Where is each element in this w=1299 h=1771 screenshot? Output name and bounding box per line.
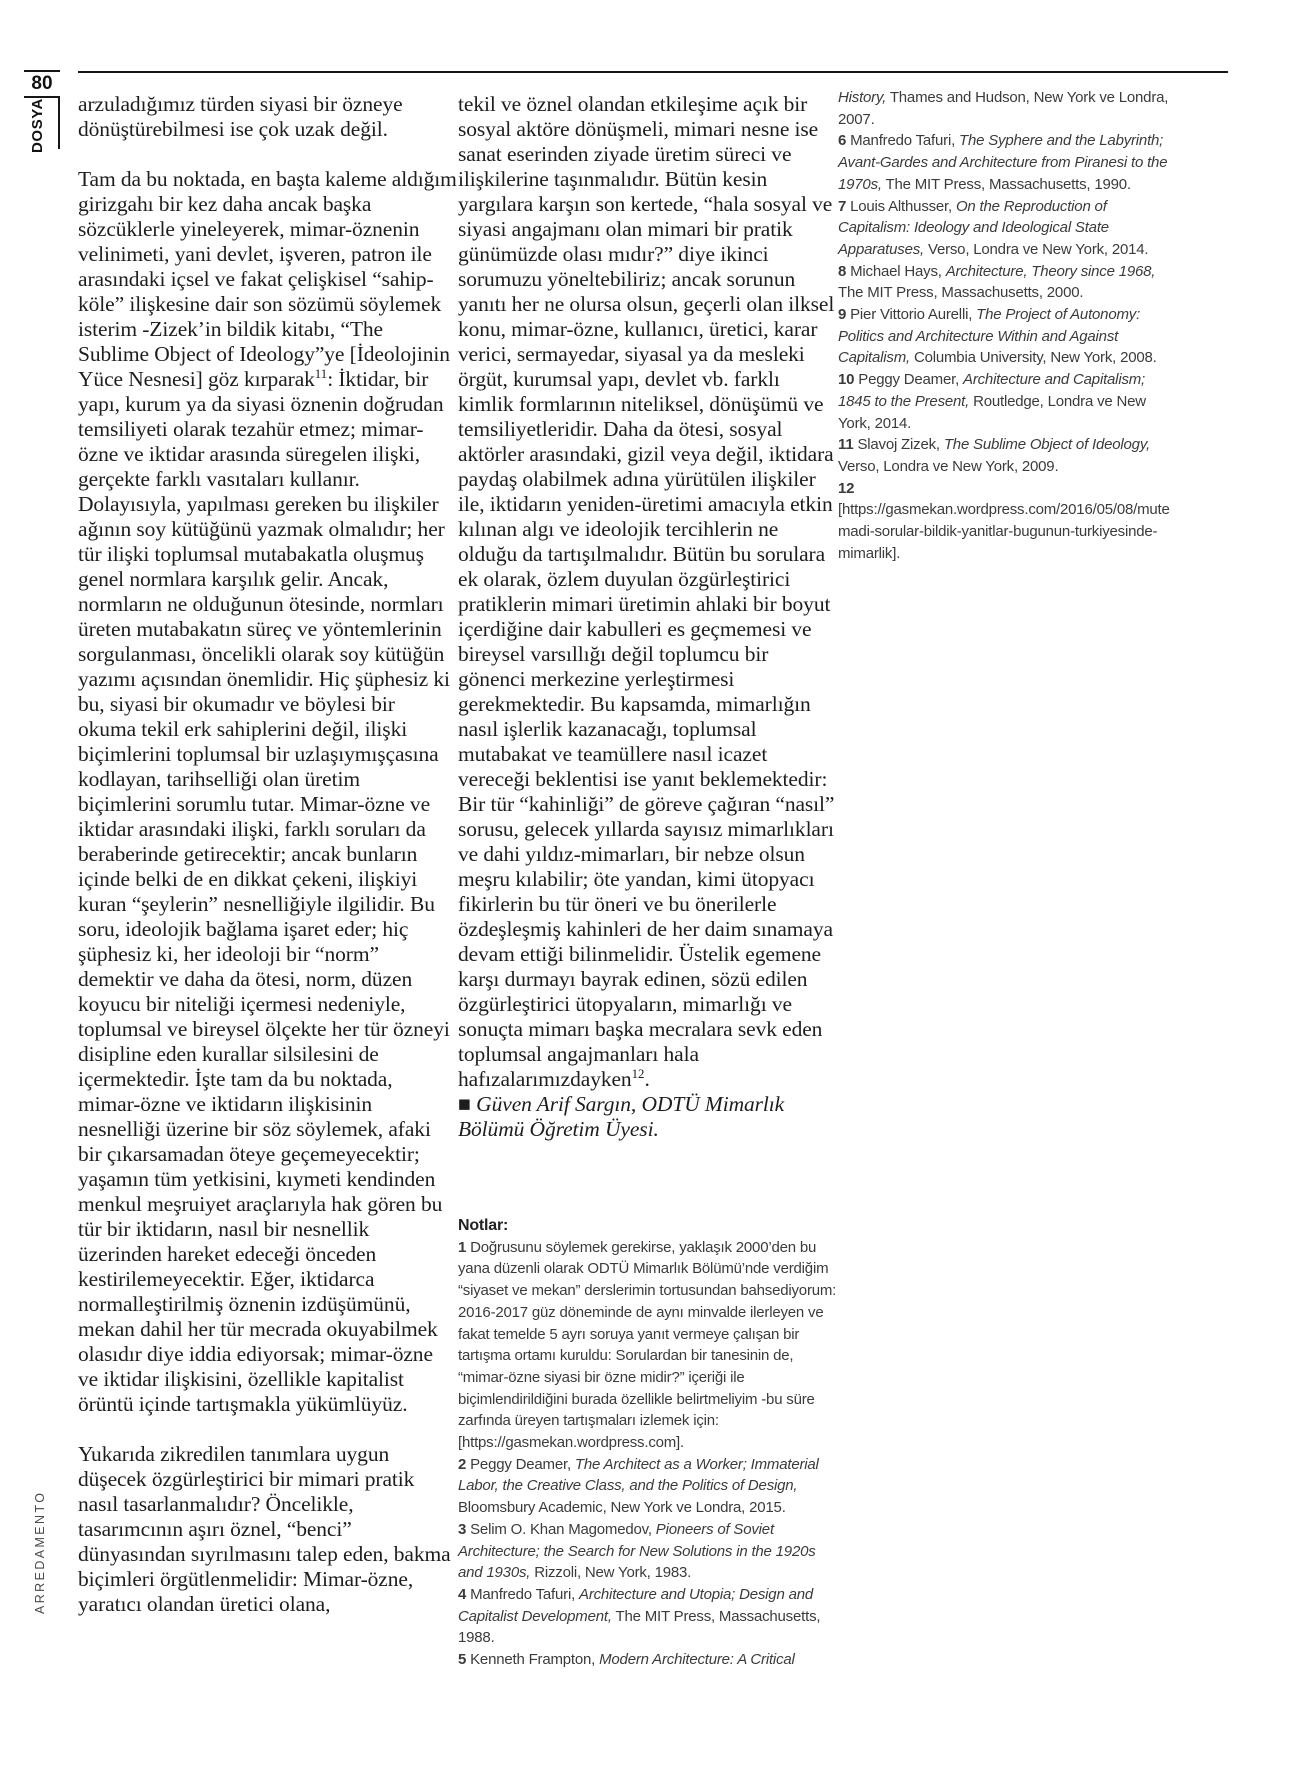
note-item: 9 Pier Vittorio Aurelli, The Project of Autonomy: Politics and Architecture Within and Against Capitalism, Columbia University, New York, 2008.	[838, 306, 1157, 367]
page-number: 80	[31, 73, 53, 94]
body-column-1	[78, 92, 458, 1642]
note-item: 12 [https://gasmekan.wordpress.com/2016/05/08/mutemadi-sorular-bildik-yanitlar-bugunun-turkiyesinde-mimarlik].	[838, 479, 1170, 562]
note-item: 1 Doğrusunu söylemek gerekirse, yaklaşık 2000’den bu yana düzenli olarak ODTÜ Mimarlık Bölümü’nde verdiğim “siyaset ve mekan” derslerimin tortusundan bahsediyorum: 2016-2017 güz döneminde de aynı minvalde ilerleyen ve fakat temelde 5 ayrı soruya yanıt vermeye çalışan bir tartışma ortamı kuruldu: Sorulardan bir tanesinin de, “mimar-özne siyasi bir özne midir?” içeriği ile biçimlendirildiğini burada özellikle belirtmeliyim -bu süre zarfında üreyen tartışmaları izlemek için: [https://gasmekan.wordpress.com].	[458, 1238, 837, 1452]
note-item: 6 Manfredo Tafuri, The Syphere and the Labyrinth; Avant-Gardes and Architecture from Piranesi to the 1970s, The MIT Press, Massachusetts, 1990.	[838, 132, 1168, 193]
body-paragraph: Yukarıda zikredilen tanımlara uygun düşecek özgürleştirici bir mimari pratik nasıl tasarlanmalıdır? Öncelikle, tasarımcının aşırı öznel, “benci” dünyasından sıyrılmasını talep eden, bakma biçimleri örgütlenmelidir: Mimar-özne, yaratıcı olandan üretici olana,	[78, 1442, 451, 1616]
notes-header: Notlar:	[458, 1217, 509, 1234]
note-item: 8 Michael Hays, Architecture, Theory since 1968, The MIT Press, Massachusetts, 2000.	[838, 262, 1156, 302]
notes-column-2	[458, 1215, 838, 1671]
notes-list	[458, 1237, 838, 1671]
note-item: 11 Slavoj Zizek, The Sublime Object of Ideology, Verso, Londra ve New York, 2009.	[838, 436, 1150, 475]
body-paragraph: arzuladığımız türden siyasi bir özneye dönüştürebilmesi ise çok uzak değil.	[78, 92, 403, 141]
page-number-rule-top	[24, 70, 60, 72]
body-paragraph: Tam da bu noktada, en başta kaleme aldığım girizgahı bir kez daha ancak başka sözcüklerle yineleyerek, mimar-öznenin velinimeti, yani devlet, işveren, patron ile arasındaki içsel ve fakat çelişkisel “sahip-köle” ilişkesine dair son sözümü söylemek isterim -Zizek’in bildik kitabı, “The Sublime Object of Ideology”ye [İdeolojinin Yüce Nesnesi] göz kırparak$^{11}$: İktidar, bir yapı, kurum ya da siyasi öznenin doğrudan temsiliyeti olarak tezahür etmez; mimar-özne ve iktidar arasında süregelen ilişki, gerçekte farklı vasıtaları kullanır. Dolayısıyla, yapılması gereken bu ilişkiler ağının soy kütüğünü yazmak olmalıdır; her tür ilişki toplumsal mutabakatla oluşmuş genel normlara karşılık gelir. Ancak, normların ne olduğunun ötesinde, normları üreten mutabakatın süreç ve yöntemlerinin sorgulanması, öncelikli olarak soy kütüğün yazımı açısından önemlidir. Hiç şüphesiz ki bu, siyasi bir okumadır ve böylesi bir okuma tekil erk sahiplerini değil, ilişki biçimlerini toplumsal bir uzlaşıymışçasına kodlayan, tarihselliği olan üretim biçimlerini sorumlu tutar. Mimar-özne ve iktidar arasındaki ilişki, farklı soruları da beraberinde getirecektir; ancak bunların içinde belki de en dikkat çekeni, ilişkiyi kuran “şeylerin” nesnelliğiyle ilgilidir. Bu soru, ideolojik bağlama işaret eder; hiç şüphesiz ki, her ideoloji bir “norm” demektir ve daha da ötesi, norm, düzen koyucu bir niteliği içermesi nedeniyle, toplumsal ve bireysel ölçekte her tür özneyi disipline eden kurallar silsilesini de içermektedir. İşte tam da bu noktada, mimar-özne ve iktidarın ilişkisinin nesnelliği üzerine bir söz söylemek, afaki bir çıkarsamadan öteye geçemeyecektir; yaşamın tüm yetkisini, kıymeti kendinden menkul meşruiyet araçlarıyla hak gören bu tür bir iktidarın, nasıl bir nesnellik üzerinden hareket edeceği önceden kestirilemeyecektir. Eğer, iktidarca normalleştirilmiş öznenin izdüşümünü, mekan dahil her tür mecrada okuyabilmek olasıdır diye iddia ediyorsak; mimar-özne ve iktidar ilişkisini, özellikle kapitalist örüntü içinde tartışmakla yükümlüyüz.	[78, 167, 457, 1416]
note-item: 4 Manfredo Tafuri, Architecture and Utopia; Design and Capitalist Development, The MIT Press, Massachusetts, 1988.	[458, 1585, 821, 1647]
body-paragraph: ■ Güven Arif Sargın, ODTÜ Mimarlık Bölümü Öğretim Üyesi.	[458, 1092, 785, 1141]
note-item: 10 Peggy Deamer, Architecture and Capitalism; 1845 to the Present, Routledge, Londra ve New York, 2014.	[838, 371, 1146, 432]
body-column-2	[458, 92, 840, 1142]
magazine-label-arredamento: ARREDAMENTO	[33, 1490, 47, 1614]
section-label-rule	[58, 96, 60, 149]
note-item: 5 Kenneth Frampton, Modern Architecture: A Critical	[458, 1651, 795, 1669]
note-item: 3 Selim O. Khan Magomedov, Pioneers of Soviet Architecture; the Search for New Solutions in the 1920s and 1930s, Rizzoli, New York, 1983.	[458, 1520, 816, 1582]
notes-column-3	[838, 87, 1180, 564]
note-item: 7 Louis Althusser, On the Reproduction of Capitalism: Ideology and Ideological State Apparatuses, Verso, Londra ve New York, 2014.	[838, 197, 1149, 258]
section-label-dosya: DOSYA	[29, 98, 46, 153]
header-rule	[78, 71, 1228, 73]
body-paragraph: tekil ve öznel olandan etkileşime açık bir sosyal aktöre dönüşmeli, mimari nesne ise sanat eserinden ziyade üretim süreci ve ilişkilerine taşınmalıdır. Bütün kesin yargılara karşın son kertede, “hala sosyal ve siyasi angajmanı olan mimari bir pratik günümüzde olası mıdır?” diye ikinci sorumuzu yöneltebiliriz; ancak sorunun yanıtı her ne olursa olsun, geçerli olan ilksel konu, mimar-özne, kullanıcı, üretici, karar verici, sermayedar, siyasal ya da mesleki örgüt, kurumsal yapı, devlet vb. farklı kimlik formlarının niteliksel, dönüşümü ve temsiliyetleridir. Daha da ötesi, sosyal aktörler arasındaki, gizil veya değil, iktidara paydaş olabilmek adına yürütülen ilişkiler ile, iktidarın yeniden-üretimi amacıyla etkin kılınan algı ve ideolojik tercihlerin ne olduğu da tartışılmalıdır. Bütün bu sorulara ek olarak, özlem duyulan özgürleştirici pratiklerin mimari üretimin ahlaki bir boyut içerdiğine dair kabulleri es geçmemesi ve bireysel varsıllığı değil toplumcu bir gönenci merkezine yerleştirmesi gerekmektedir. Bu kapsamda, mimarlığın nasıl işlerlik kazanacağı, toplumsal mutabakat ve teamüllere nasıl icazet vereceği beklentisi ise yanıt beklemektedir: Bir tür “kahinliği” de göreve çağıran “nasıl” sorusu, gelecek yıllarda sayısız mimarlıkları ve dahi yıldız-mimarları, bir nebze olsun meşru kılabilir; öte yandan, kimi ütopyacı fikirlerin bu tür öneri ve bu önerilerle özdeşleşmiş kahinleri de her daim sınamaya devam ettiği bilinmelidir. Üstelik egemene karşı durmayı bayrak edinen, sözü edilen özgürleştirici ütopyaların, mimarlığı ve sonuçta mimarı başka mecralara sevk eden toplumsal angajmanları hala hafızalarımızdayken$^{12}$.	[458, 92, 835, 1091]
note-item: 2 Peggy Deamer, The Architect as a Worker; Immaterial Labor, the Creative Class, and the Politics of Design, Bloomsbury Academic, New York ve Londra, 2015.	[458, 1455, 819, 1517]
note-item: History, Thames and Hudson, New York ve Londra, 2007.	[838, 89, 1169, 128]
